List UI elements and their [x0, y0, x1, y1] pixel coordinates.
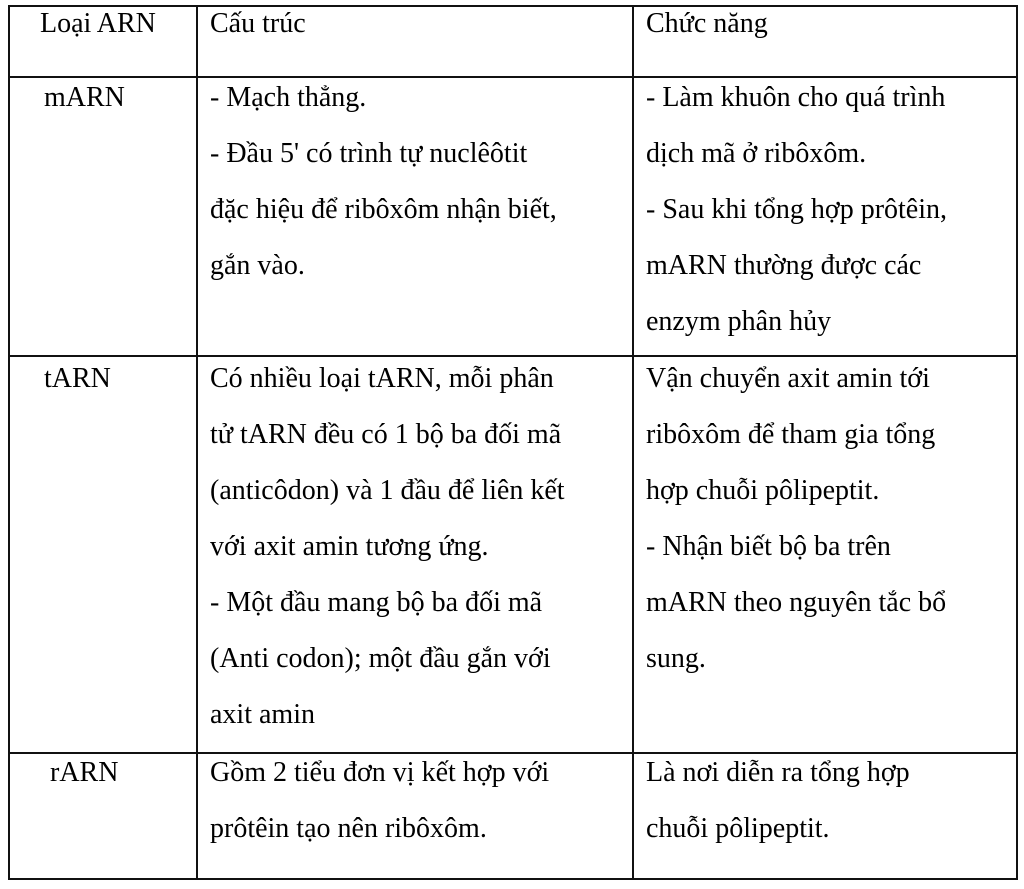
- text-line: hợp chuỗi pôlipeptit.: [646, 475, 880, 506]
- text-line: (Anti codon); một đầu gắn với: [210, 643, 551, 674]
- row-marn-structure: [210, 70, 622, 294]
- text-line: axit amin: [210, 699, 315, 730]
- text-line: Là nơi diễn ra tổng hợp: [646, 757, 910, 788]
- text-line: - Nhận biết bộ ba trên: [646, 531, 891, 562]
- text-line: - Sau khi tổng hợp prôtêin,: [646, 194, 947, 225]
- text-line: enzym phân hủy: [646, 306, 832, 337]
- header-type: Loại ARN: [40, 8, 156, 39]
- text-line: prôtêin tạo nên ribôxôm.: [210, 813, 487, 844]
- row-tarn-structure: [210, 351, 622, 743]
- text-line: tử tARN đều có 1 bộ ba đối mã: [210, 419, 562, 450]
- table-border-bottom: [8, 878, 1018, 880]
- text-line: - Làm khuôn cho quá trình: [646, 82, 946, 113]
- text-line: với axit amin tương ứng.: [210, 531, 489, 562]
- text-line: - Một đầu mang bộ ba đối mã: [210, 587, 543, 618]
- row-tarn-type: tARN: [44, 363, 111, 394]
- row-rarn-type: rARN: [50, 757, 119, 788]
- text-line: Vận chuyển axit amin tới: [646, 363, 930, 394]
- row-marn-type: mARN: [44, 82, 125, 113]
- text-line: mARN theo nguyên tắc bổ: [646, 587, 947, 618]
- header-function: Chức năng: [646, 8, 768, 39]
- text-line: chuỗi pôlipeptit.: [646, 813, 830, 844]
- row-tarn-function: [646, 351, 1010, 687]
- text-line: gắn vào.: [210, 250, 305, 281]
- text-line: Gồm 2 tiểu đơn vị kết hợp với: [210, 757, 550, 788]
- text-line: dịch mã ở ribôxôm.: [646, 138, 867, 169]
- row-rarn-function: [646, 745, 1010, 857]
- text-line: mARN thường được các: [646, 250, 922, 281]
- table-divider-col2: [632, 5, 634, 880]
- table-border-left: [8, 5, 10, 880]
- row-marn-function: [646, 70, 1010, 350]
- header-structure: Cấu trúc: [210, 8, 306, 39]
- text-line: sung.: [646, 643, 706, 674]
- row-rarn-structure: [210, 745, 622, 857]
- text-line: Có nhiều loại tARN, mỗi phân: [210, 363, 554, 394]
- text-line: - Mạch thẳng.: [210, 82, 367, 113]
- text-line: - Đầu 5' có trình tự nuclêôtit: [210, 138, 528, 169]
- text-line: đặc hiệu để ribôxôm nhận biết,: [210, 194, 557, 225]
- text-line: ribôxôm để tham gia tổng: [646, 419, 936, 450]
- table-border-right: [1016, 5, 1018, 880]
- text-line: (anticôdon) và 1 đầu để liên kết: [210, 475, 565, 506]
